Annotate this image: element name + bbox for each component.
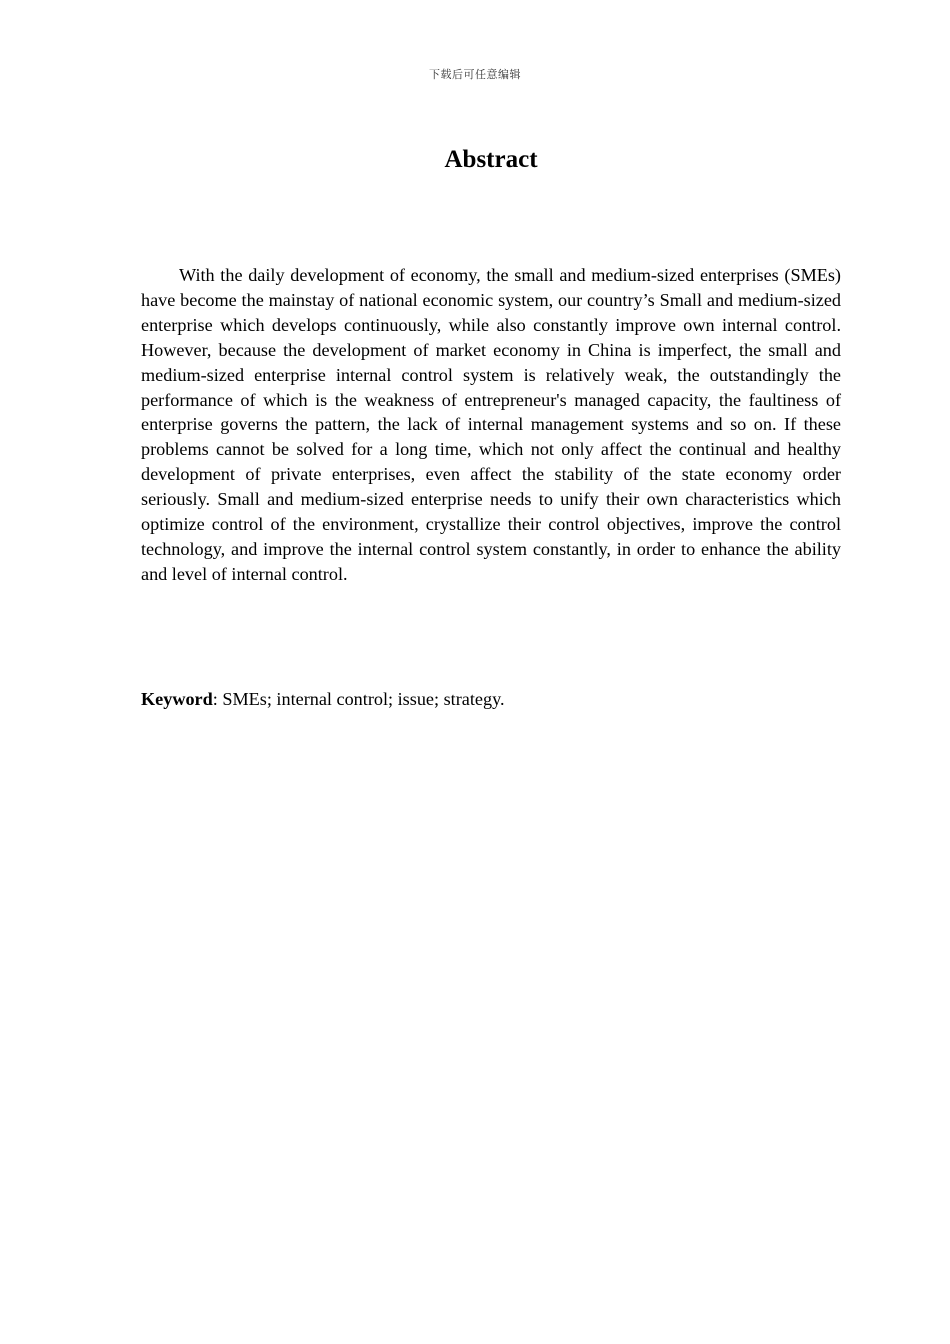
keywords-text: SMEs; internal control; issue; strategy.: [222, 689, 505, 709]
keywords-line: [141, 687, 841, 712]
keywords-label: Keyword: [141, 689, 213, 709]
abstract-paragraph: With the daily development of economy, the small and medium-sized enterprises (SMEs) have become the mainstay of national economic system, our country’s Small and medium-sized enterprise which develops continuously, while also constantly improve own internal control. However, because the development of market economy in China is imperfect, the small and medium-sized enterprise internal control system is relatively weak, the outstandingly the performance of which is the weakness of entrepreneur's managed capacity, the faultiness of enterprise governs the pattern, the lack of internal management systems and so on. If these problems cannot be solved for a long time, which not only affect the continual and healthy development of private enterprises, even affect the stability of the state economy order seriously. Small and medium-sized enterprise needs to unify their own characteristics which optimize control of the environment, crystallize their control objectives, improve the control technology, and improve the internal control system constantly, in order to enhance the ability and level of internal control.: [141, 265, 841, 584]
page-title: Abstract: [444, 146, 538, 173]
header-note: 下载后可任意编辑: [429, 68, 521, 81]
keywords-separator: :: [212, 689, 223, 709]
